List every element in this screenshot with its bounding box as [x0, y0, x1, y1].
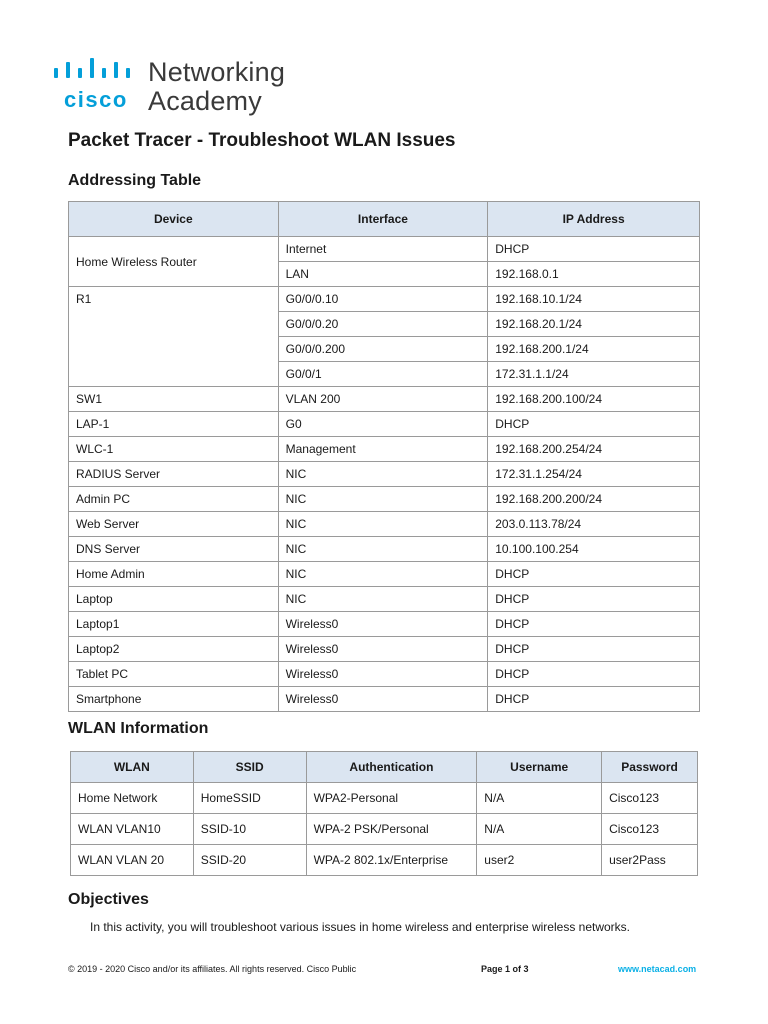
- table-row: [69, 637, 700, 662]
- device-cell: Home Admin: [69, 562, 279, 587]
- interface-cell: LAN: [278, 262, 488, 287]
- footer-url-link[interactable]: www.netacad.com: [618, 964, 697, 974]
- ip-cell: 203.0.113.78/24: [488, 512, 700, 537]
- interface-cell: Wireless0: [278, 687, 488, 712]
- interface-cell: NIC: [278, 587, 488, 612]
- password-cell: user2Pass: [602, 845, 698, 876]
- col-password: Password: [602, 752, 698, 783]
- ip-cell: DHCP: [488, 237, 700, 262]
- ip-cell: DHCP: [488, 412, 700, 437]
- wlan-cell: WLAN VLAN10: [71, 814, 194, 845]
- academy-line1: Networking: [148, 57, 286, 87]
- device-cell: Laptop1: [69, 612, 279, 637]
- ip-cell: DHCP: [488, 662, 700, 687]
- username-cell: N/A: [477, 783, 602, 814]
- ip-cell: 192.168.10.1/24: [488, 287, 700, 312]
- cisco-bridge-icon: [52, 58, 144, 110]
- wlan-cell: WLAN VLAN 20: [71, 845, 194, 876]
- password-cell: Cisco123: [602, 783, 698, 814]
- addressing-header-row: [69, 202, 700, 237]
- interface-cell: NIC: [278, 562, 488, 587]
- authentication-cell: WPA2-Personal: [306, 783, 477, 814]
- interface-cell: Wireless0: [278, 637, 488, 662]
- ip-cell: DHCP: [488, 587, 700, 612]
- device-cell: Web Server: [69, 512, 279, 537]
- ssid-cell: SSID-10: [193, 814, 306, 845]
- device-cell: Tablet PC: [69, 662, 279, 687]
- device-cell: Laptop2: [69, 637, 279, 662]
- ip-cell: DHCP: [488, 562, 700, 587]
- authentication-cell: WPA-2 802.1x/Enterprise: [306, 845, 477, 876]
- academy-line2: Academy: [148, 86, 262, 116]
- password-cell: Cisco123: [602, 814, 698, 845]
- wlan-information-table: [70, 751, 698, 876]
- username-cell: user2: [477, 845, 602, 876]
- ip-cell: DHCP: [488, 637, 700, 662]
- table-row: [69, 587, 700, 612]
- col-device: Device: [69, 202, 279, 237]
- academy-name: [148, 58, 285, 116]
- ssid-cell: HomeSSID: [193, 783, 306, 814]
- table-row: [69, 437, 700, 462]
- ip-cell: 192.168.200.200/24: [488, 487, 700, 512]
- interface-cell: G0/0/0.20: [278, 312, 488, 337]
- col-ip-address: IP Address: [488, 202, 700, 237]
- table-row: [69, 562, 700, 587]
- interface-cell: Management: [278, 437, 488, 462]
- table-row: [69, 237, 700, 262]
- ip-cell: 192.168.20.1/24: [488, 312, 700, 337]
- col-wlan: WLAN: [71, 752, 194, 783]
- table-row: [69, 537, 700, 562]
- device-cell: Smartphone: [69, 687, 279, 712]
- ssid-cell: SSID-20: [193, 845, 306, 876]
- interface-cell: Internet: [278, 237, 488, 262]
- table-row: [69, 412, 700, 437]
- device-cell: RADIUS Server: [69, 462, 279, 487]
- col-ssid: SSID: [193, 752, 306, 783]
- device-cell: Laptop: [69, 587, 279, 612]
- interface-cell: Wireless0: [278, 662, 488, 687]
- table-row: [71, 845, 698, 876]
- interface-cell: NIC: [278, 487, 488, 512]
- addressing-table: [68, 201, 700, 712]
- interface-cell: NIC: [278, 512, 488, 537]
- document-title: Packet Tracer - Troubleshoot WLAN Issues: [68, 130, 456, 151]
- device-cell: SW1: [69, 387, 279, 412]
- interface-cell: NIC: [278, 537, 488, 562]
- ip-cell: 172.31.1.1/24: [488, 362, 700, 387]
- interface-cell: G0: [278, 412, 488, 437]
- wlan-header-row: [71, 752, 698, 783]
- interface-cell: G0/0/1: [278, 362, 488, 387]
- table-row: [69, 487, 700, 512]
- wlan-cell: Home Network: [71, 783, 194, 814]
- svg-text:cisco: cisco: [64, 87, 128, 110]
- ip-cell: 192.168.0.1: [488, 262, 700, 287]
- table-row: [71, 783, 698, 814]
- interface-cell: G0/0/0.200: [278, 337, 488, 362]
- table-row: [69, 287, 700, 312]
- ip-cell: 192.168.200.100/24: [488, 387, 700, 412]
- interface-cell: G0/0/0.10: [278, 287, 488, 312]
- table-row: [69, 512, 700, 537]
- device-cell: LAP-1: [69, 412, 279, 437]
- device-cell: WLC-1: [69, 437, 279, 462]
- device-cell: Admin PC: [69, 487, 279, 512]
- table-row: [69, 687, 700, 712]
- table-row: [69, 462, 700, 487]
- interface-cell: VLAN 200: [278, 387, 488, 412]
- footer-copyright: © 2019 - 2020 Cisco and/or its affiliates. All rights reserved. Cisco Public: [68, 964, 357, 974]
- table-row: [69, 662, 700, 687]
- device-cell: R1: [69, 287, 279, 387]
- ip-cell: 172.31.1.254/24: [488, 462, 700, 487]
- footer-page-number: Page 1 of 3: [481, 964, 529, 974]
- ip-cell: 192.168.200.254/24: [488, 437, 700, 462]
- ip-cell: DHCP: [488, 612, 700, 637]
- table-row: [69, 387, 700, 412]
- ip-cell: DHCP: [488, 687, 700, 712]
- device-cell: Home Wireless Router: [69, 237, 279, 287]
- col-username: Username: [477, 752, 602, 783]
- username-cell: N/A: [477, 814, 602, 845]
- interface-cell: Wireless0: [278, 612, 488, 637]
- ip-cell: 192.168.200.1/24: [488, 337, 700, 362]
- ip-cell: 10.100.100.254: [488, 537, 700, 562]
- interface-cell: NIC: [278, 462, 488, 487]
- objectives-heading: Objectives: [68, 891, 149, 908]
- addressing-table-heading: Addressing Table: [68, 172, 202, 189]
- device-cell: DNS Server: [69, 537, 279, 562]
- table-row: [71, 814, 698, 845]
- table-row: [69, 612, 700, 637]
- col-interface: Interface: [278, 202, 488, 237]
- col-authentication: Authentication: [306, 752, 477, 783]
- cisco-networking-academy-logo: [52, 57, 286, 116]
- authentication-cell: WPA-2 PSK/Personal: [306, 814, 477, 845]
- wlan-information-heading: WLAN Information: [68, 720, 209, 737]
- objectives-text: In this activity, you will troubleshoot various issues in home wireless and enterprise wireless networks.: [90, 920, 631, 934]
